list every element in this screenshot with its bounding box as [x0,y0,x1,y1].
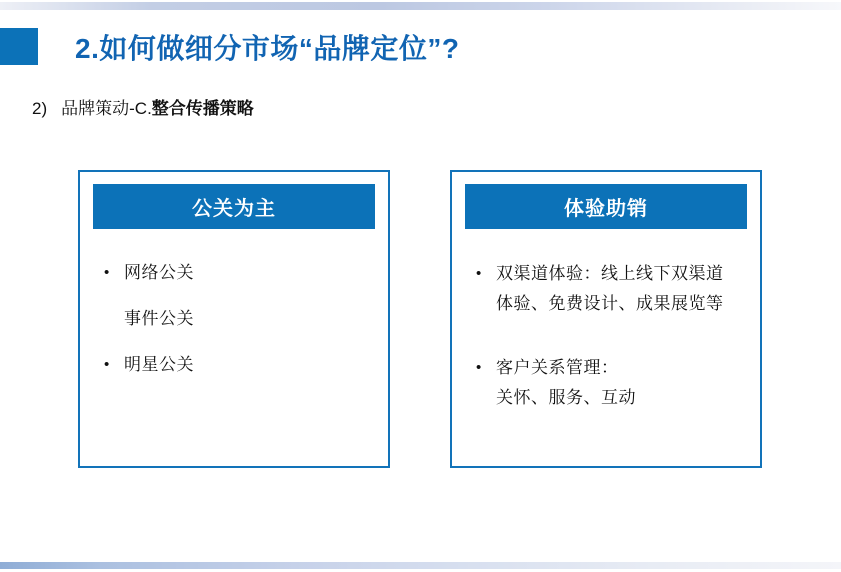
page-title: 2.如何做细分市场“品牌定位”? [75,33,460,64]
list-item-line1: 双渠道体验：线上线下双渠道 [496,264,724,283]
list-item [476,259,746,319]
list-item-text: 事件公关 [124,309,194,328]
list-item [104,305,374,333]
list-item-line2: 体验、免费设计、成果展览等 [496,294,724,313]
list-item-text [496,353,636,413]
bullet-icon: • [104,264,110,281]
subtitle-bold: 整合传播策略 [151,99,254,118]
list-item [104,351,374,379]
bottom-gradient-strip [0,562,841,569]
bullet-icon: • [476,265,482,282]
list-item-line1: 客户关系管理： [496,358,619,377]
list-item-text: 网络公关 [124,263,194,282]
subtitle [32,94,254,119]
panel-header: 体验助销 [465,184,747,229]
bullet-icon: • [476,359,482,376]
title-accent-square [0,28,38,65]
panel-body [452,229,760,413]
top-gradient-strip [0,2,841,10]
bullet-icon [104,305,124,333]
list-item-text [496,259,724,319]
panel-experience-sales [450,170,762,468]
panel-public-relations [78,170,390,468]
list-item-line2: 关怀、服务、互动 [496,388,636,407]
panel-body [80,229,388,379]
list-item [476,353,746,413]
list-item-text: 明星公关 [124,355,194,374]
list-item [104,259,374,287]
subtitle-prefix: 品牌策动-C. [61,99,152,118]
panel-header: 公关为主 [93,184,375,229]
spacer [476,335,746,353]
subtitle-number: 2) [32,99,48,118]
bullet-icon: • [104,356,110,373]
